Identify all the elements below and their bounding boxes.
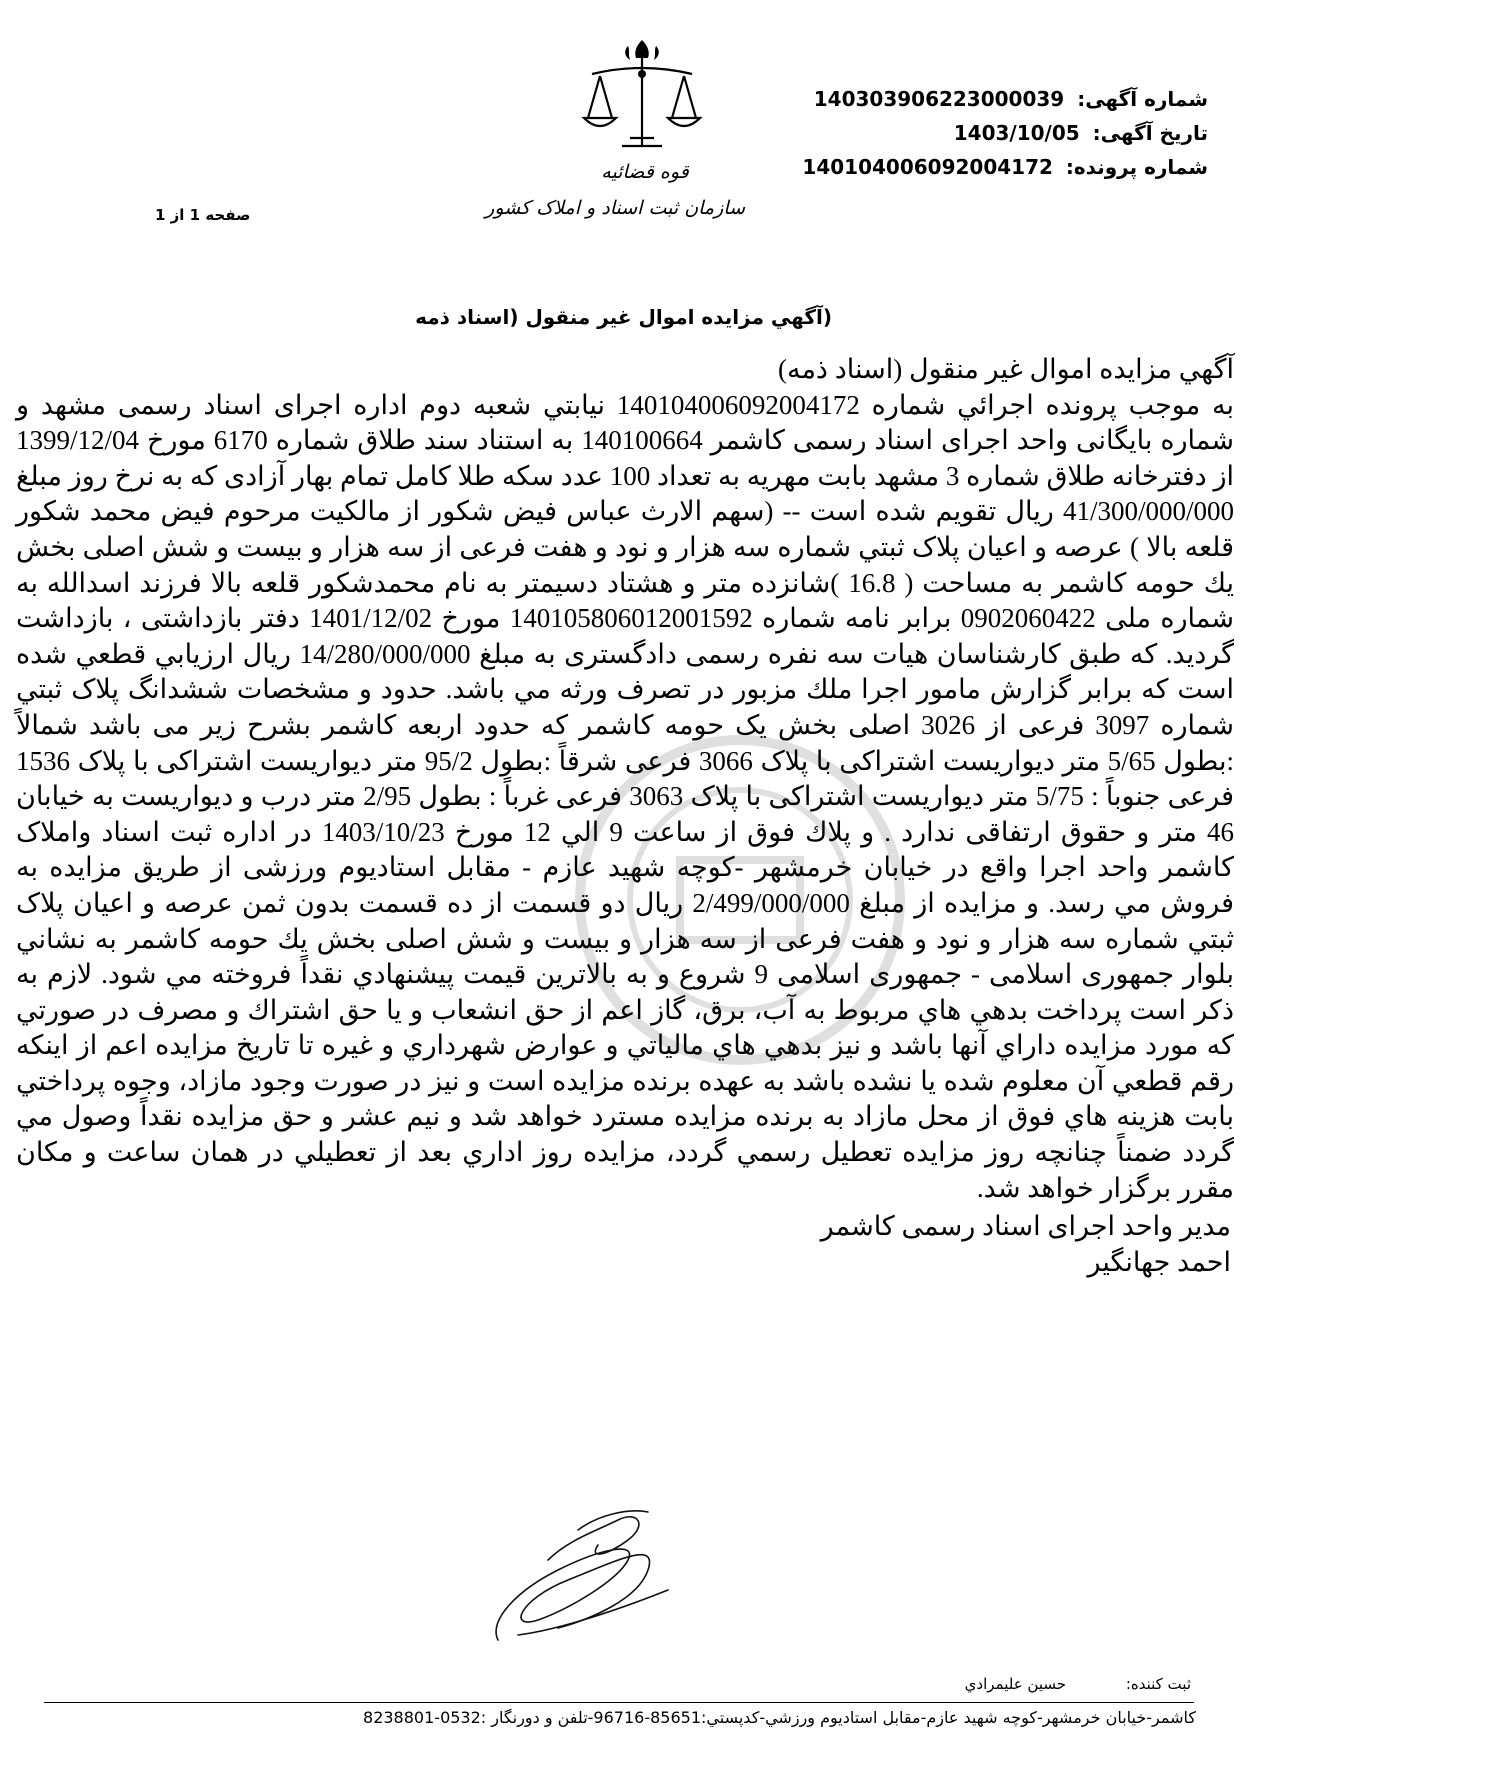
file-number-row [802,150,1208,184]
handwritten-signature-icon [478,1500,688,1650]
file-number: 140104006092004172 [802,155,1053,179]
registrar-name: حسين عليمرادي [964,1675,1067,1693]
notice-date-row [802,116,1208,150]
notice-number: 140303906223000039 [813,87,1065,111]
organization-name [485,154,745,244]
notice-date: 1403/10/05 [953,121,1080,145]
document-title: (آگهي مزايده اموال غير منقول (اسناد ذمه [415,305,832,329]
notice-number-label: شماره آگهی: [1077,87,1208,111]
org-line-1: قوه قضائیه [601,161,689,183]
notice-date-label: تاریخ آگهی: [1092,121,1208,145]
footer-divider [44,1702,1194,1703]
signatory-block [821,1208,1231,1280]
body-heading: آگهي مزايده اموال غير منقول (اسناد ذمه) [778,354,1234,384]
page-number: صفحه 1 از 1 [155,206,251,224]
notice-number-row [802,82,1208,116]
registrar [965,1675,1191,1693]
org-line-2: سازمان ثبت اسناد و املاک کشور [485,197,745,219]
signatory-title: مدیر واحد اجرای اسناد رسمی کاشمر [820,1211,1231,1241]
footer-address: کاشمر-خيابان خرمشهر-کوچه شهيد عازم-مقابل استاديوم ورزشي-کدپستي:85651-96716-تلفن و دورنگار :0532-8238801 [363,1708,1196,1727]
notice-meta [802,82,1208,184]
body-paragraph: به موجب پرونده اجرائي شماره 140104006092004172 نيابتي شعبه دوم اداره اجرای اسناد رسمی مشهد و شماره بایگانی واحد اجرای اسناد رسمی کاشمر 140100664 به استناد سند طلاق شماره 6170 مورخ 1399/12/04 از دفترخانه طلاق شماره 3 مشهد بابت مهریه به تعداد 100 عدد سکه طلا کامل تمام بهار آزادی که به نرخ روز مبلغ 41/300/000/000 ریال تقویم شده است -- (سهم الارث عباس فيض شكور از مالکیت مرحوم فیض محمد شكور قلعه بالا ) عرصه و اعيان پلاک ثبتي شماره سه هزار و نود و هفت فرعی از سه هزار و بیست و شش اصلی بخش يك حومه کاشمر به مساحت ( 16.8 )شانزده متر و هشتاد دسیمتر به نام محمدشکور قلعه بالا فرزند اسدالله به شماره ملی 0902060422 برابر نامه شماره 140105806012001592 مورخ 1401/12/02 دفتر بازداشتی ، بازداشت گرديد. كه طبق كارشناسان هيات سه نفره رسمی دادگستری به مبلغ 14/280/000/000 ريال ارزيابي قطعي شده است كه برابر گزارش مامور اجرا ملك مزبور در تصرف ورثه مي باشد. حدود و مشخصات ششدانگ پلاک ثبتي شماره 3097 فرعی از 3026 اصلی بخش یک حومه کاشمر که حدود اربعه کاشمر بشرح زیر می باشد شمالاً :بطول 5/65 متر ديواريست اشتراکی با پلاک 3066 فرعی شرقاً :بطول 95/2 متر ديواريست اشتراکی با پلاک 1536 فرعی جنوباً : 5/75 متر ديواريست اشتراکی با پلاک 3063 فرعی غرباً : بطول 2/95 متر درب و ديواريست به خیابان 46 متر و حقوق ارتفاقی ندارد . و پلاك فوق از ساعت 9 الي 12 مورخ 1403/10/23 در اداره ثبت اسناد واملاک کاشمر واحد اجرا واقع در خیابان خرمشهر -کوچه شهيد عازم - مقابل استاديوم ورزشی از طريق مزايده به فروش مي رسد. و مزايده از مبلغ 2/499/000/000 ريال دو قسمت از ده قسمت بدون ثمن عرصه و اعيان پلاک ثبتي شماره سه هزار و نود و هفت فرعی از سه هزار و بیست و شش اصلی بخش يك حومه کاشمر به نشاني بلوار جمهوری اسلامی - جمهوری اسلامی 9 شروع و به بالاترين قيمت پيشنهادي نقداً فروخته مي شود. لازم به ذكر است پرداخت بدهي هاي مربوط به آب، برق، گاز اعم از حق انشعاب و يا حق اشتراك و مصرف در صورتي كه مورد مزايده داراي آنها باشد و نيز بدهي هاي مالياتي و عوارض شهرداري و غيره تا تاريخ مزايده اعم از اينكه رقم قطعي آن معلوم شده يا نشده باشد به عهده برنده مزايده است و نيز در صورت وجود مازاد، وجوه پرداختي بابت هزينه هاي فوق از محل مازاد به برنده مزايده مسترد خواهد شد و نيم عشر و حق مزايده نقداً وصول مي گردد ضمناً چنانچه روز مزايده تعطيل رسمي گردد، مزايده روز اداري بعد از تعطيلي در همان ساعت و مكان مقرر برگزار خواهد شد. [16,389,1235,1203]
judiciary-scales-emblem-icon [578,38,706,156]
registrar-label: ثبت کننده: [1125,1675,1191,1693]
signatory-name: احمد جهانگير [1087,1247,1231,1277]
notice-body [16,352,1234,1206]
file-number-label: شماره پرونده: [1065,155,1208,179]
